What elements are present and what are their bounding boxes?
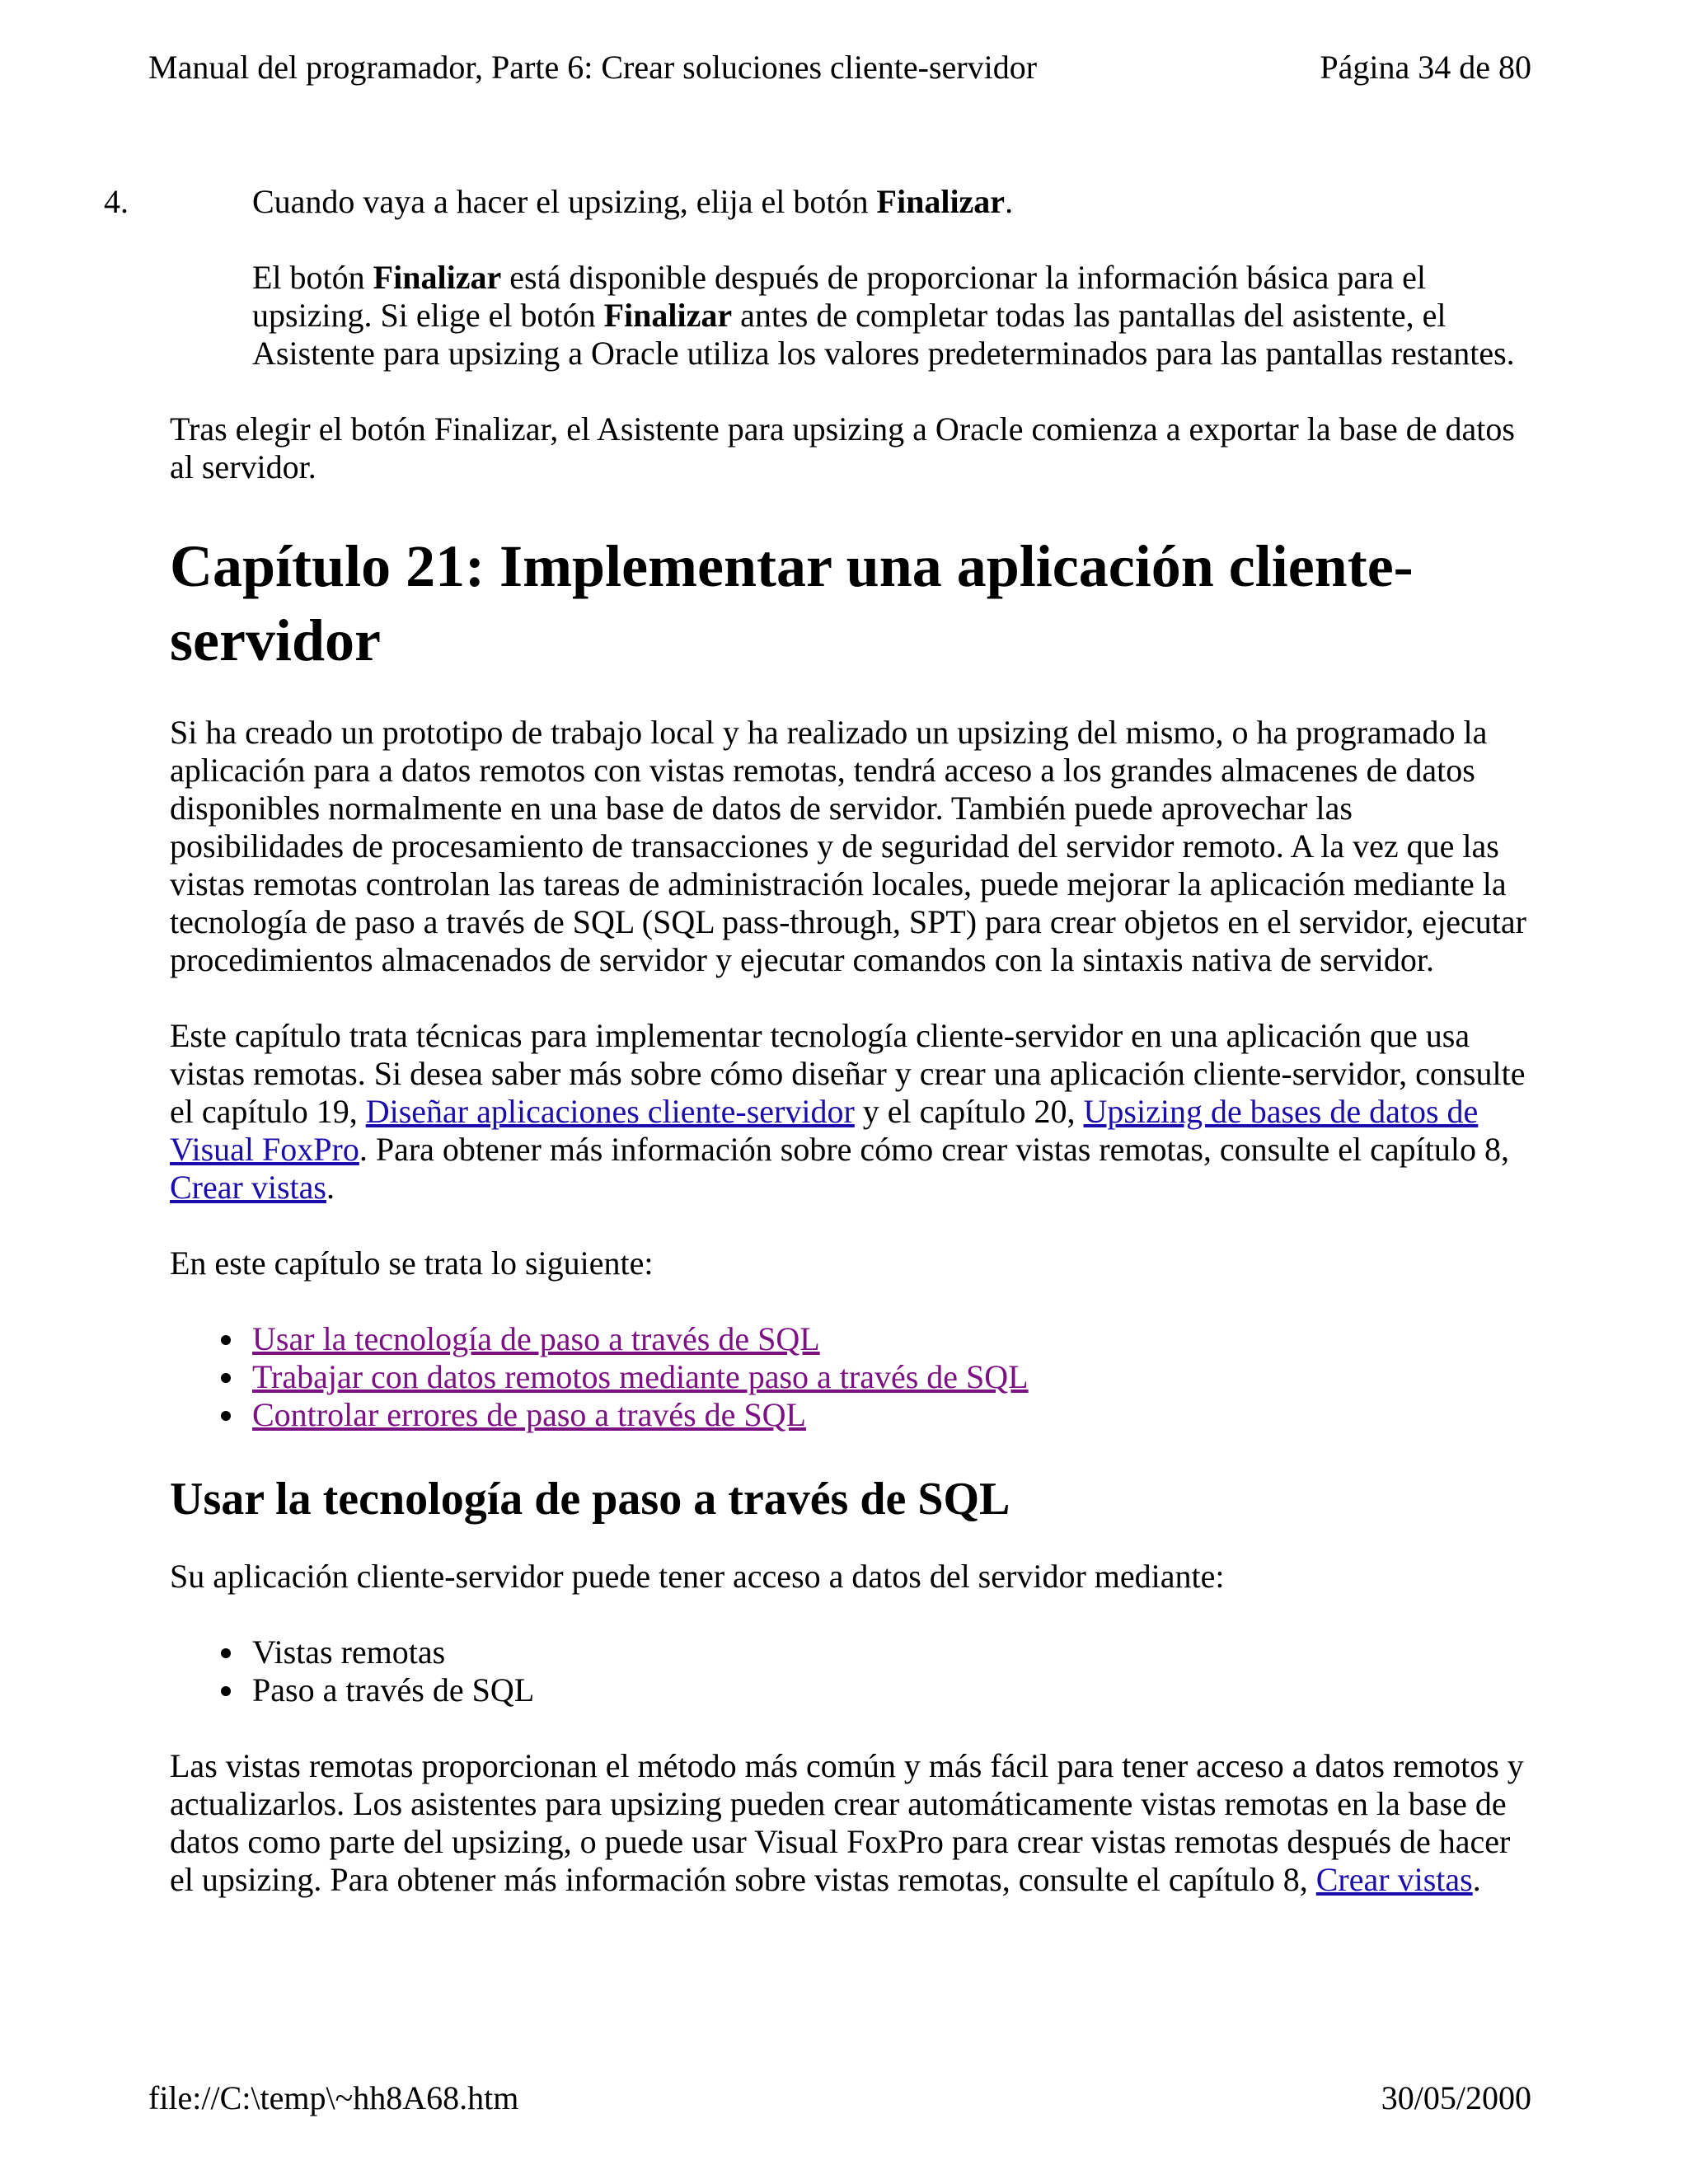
link-upsizing-bases[interactable]: Upsizing de bases de datos de Visual FoxPro [170,1093,1479,1168]
detail-text-c: está disponible después de proporcionar la información básica para el upsizing. Si elige el botón [252,259,1427,334]
footer-date: 30/05/2000 [1381,2079,1531,2116]
access-methods-list [170,1633,1531,1709]
step-4-bold: Finalizar [876,183,1006,220]
detail-text-d: antes de completar todas las pantallas del asistente, el Asistente para upsizing a Oracle utiliza los valores predeterminados para las pantallas restantes. [252,297,1515,372]
toc-link-trabajar-datos[interactable]: Trabajar con datos remotos mediante paso a través de SQL [252,1358,1029,1395]
final-text-1: Las vistas remotas proporcionan el método más común y más fácil para tener acceso a datos remotos y actualizarlos. Los asistentes para upsizing pueden crear automáticamente vistas remotas en la base de datos como parte del upsizing, o puede usar Visual FoxPro para crear vistas remotas después de hacer el upsizing. Para obtener más información sobre vistas remotas, consulte el capítulo 8, [170,1747,1524,1898]
link-disenar-aplicaciones[interactable]: Diseñar aplicaciones cliente-servidor [365,1093,855,1130]
step-4 [104,183,1531,373]
toc-link-controlar-errores[interactable]: Controlar errores de paso a través de SQL [252,1396,806,1433]
chapter-text-1: Este capítulo trata técnicas para implementar tecnología cliente-servidor en una aplicación que usa vistas remotas. Si desea saber más sobre cómo diseñar y crear una aplicación cliente-servidor, consulte el capítulo 19, [170,1017,1526,1130]
chapter-paragraph [170,1017,1531,1207]
final-text-2: . [1472,1861,1481,1898]
chapter-text-3: . Para obtener más información sobre cómo crear vistas remotas, consulte el capítulo 8, [359,1131,1509,1168]
list-item: Vistas remotas [252,1633,1531,1671]
detail-text-a: El botón [252,259,373,296]
chapter-text-2: y el capítulo 20, [854,1093,1084,1130]
detail-bold-2: Finalizar [603,297,733,334]
page-header [148,48,1531,87]
final-paragraph [170,1747,1531,1899]
page-footer [148,2079,1531,2118]
link-crear-vistas-2[interactable]: Crear vistas [1315,1861,1473,1898]
section-title: Usar la tecnología de paso a través de SQL [170,1474,1010,1525]
after-steps-paragraph: Tras elegir el botón Finalizar, el Asistente para upsizing a Oracle comienza a exportar la base de datos al servidor. [170,410,1515,485]
step-4-line [104,183,1531,221]
link-crear-vistas[interactable]: Crear vistas [170,1169,326,1206]
list-item [252,1358,1531,1396]
toc-intro: En este capítulo se trata lo siguiente: [170,1244,654,1282]
header-page-number: Página 34 de 80 [1320,49,1531,86]
chapter-title: Capítulo 21: Implementar una aplicación cliente-servidor [170,533,1414,673]
document-body [104,183,1531,1899]
toc-list [170,1320,1531,1434]
step-4-block [104,183,1531,373]
detail-bold-1: Finalizar [373,259,502,296]
header-title: Manual del programador, Parte 6: Crear soluciones cliente-servidor [148,49,1038,86]
section-intro: Su aplicación cliente-servidor puede tener acceso a datos del servidor mediante: [170,1558,1225,1595]
step-4-detail [252,259,1531,373]
intro-paragraph: Si ha creado un prototipo de trabajo local y ha realizado un upsizing del mismo, o ha programado la aplicación para a datos remotos con vistas remotas, tendrá acceso a los grandes almacenes de datos disponibles normalmente en una base de datos de servidor. También puede aprovechar las posibilidades de procesamiento de transacciones y de seguridad del servidor remoto. A la vez que las vistas remotas controlan las tareas de administración locales, puede mejorar la aplicación mediante la tecnología de paso a través de SQL (SQL pass-through, SPT) para crear objetos en el servidor, ejecutar procedimientos almacenados de servidor y ejecutar comandos con la sintaxis nativa de servidor. [170,714,1526,978]
list-item: Paso a través de SQL [252,1671,1531,1709]
step-4-text: Cuando vaya a hacer el upsizing, elija el botón [252,183,877,220]
toc-link-usar-tecnologia[interactable]: Usar la tecnología de paso a través de SQL [252,1320,820,1357]
list-item [252,1320,1531,1358]
step-4-end: . [1005,183,1014,220]
step-number: 4. [104,183,129,220]
footer-file-path: file://C:\temp\~hh8A68.htm [148,2079,519,2116]
chapter-text-4: . [326,1169,335,1206]
list-item [252,1396,1531,1434]
